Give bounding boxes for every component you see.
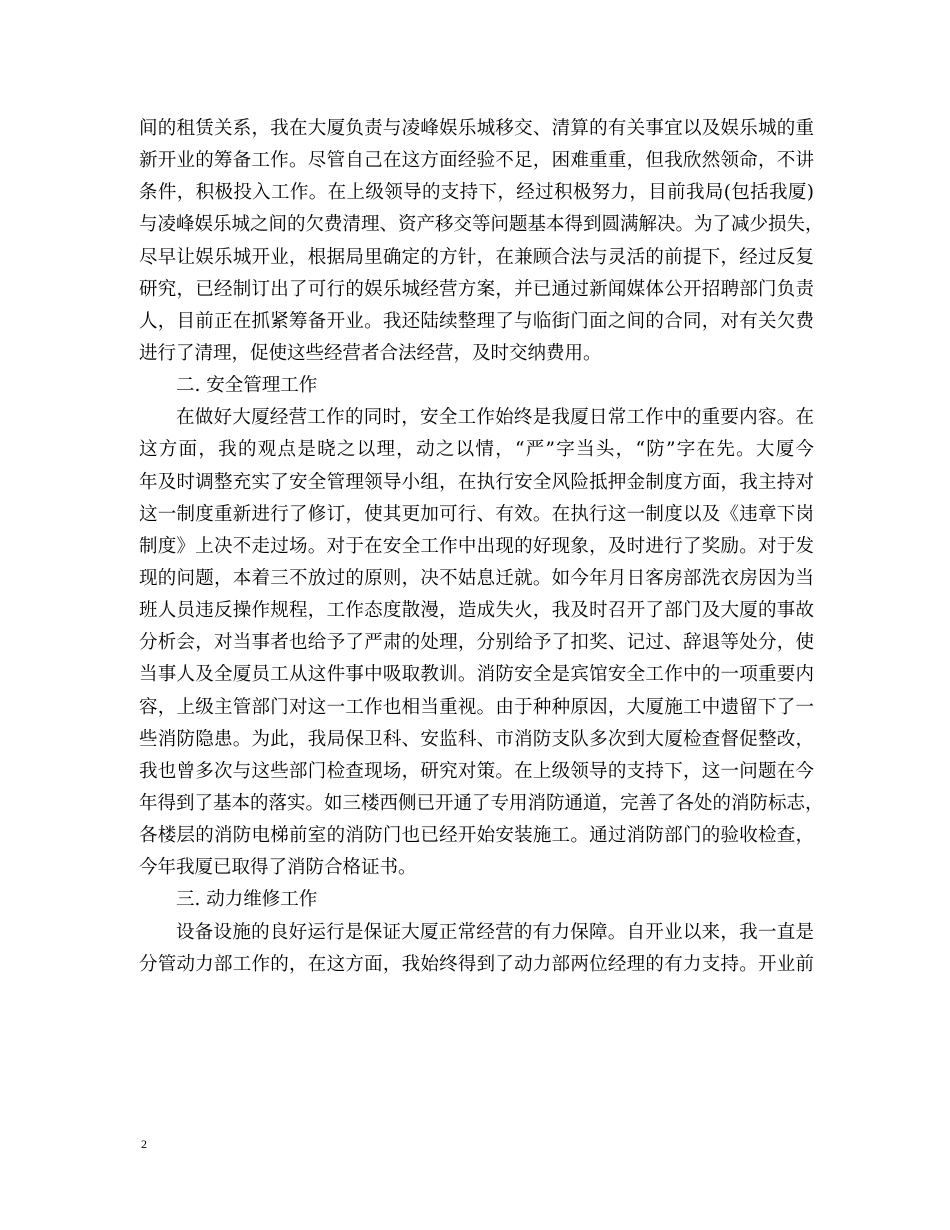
paragraph-line: 分析会，对当事者也给予了严肃的处理，分别给予了扣奖、记过、辞退等处分，使	[139, 632, 814, 654]
paragraph-line: 我也曾多次与这些部门检查现场，研究对策。在上级领导的支持下，这一问题在今	[139, 760, 814, 782]
paragraph-line: 人，目前正在抓紧筹备开业。我还陆续整理了与临街门面之间的合同，对有关欠费	[139, 310, 814, 332]
paragraph-line: 班人员违反操作规程，工作态度散漫，造成失火，我及时召开了部门及大厦的事故	[139, 600, 814, 622]
paragraph-line: 这方面，我的观点是晓之以理，动之以情，“严”字当头，“防”字在先。大厦今	[139, 439, 814, 461]
paragraph-line: 分管动力部工作的，在这方面，我始终得到了动力部两位经理的有力支持。开业前	[139, 953, 814, 975]
paragraph-line: 条件，积极投入工作。在上级领导的支持下，经过积极努力，目前我局(包括我厦)	[139, 182, 814, 204]
paragraph-line: 现的问题，本着三不放过的原则，决不姑息迁就。如今年月日客房部洗衣房因为当	[139, 567, 814, 589]
paragraph-line: 研究，已经制订出了可行的娱乐城经营方案，并已通过新闻媒体公开招聘部门负责	[139, 278, 814, 300]
paragraph-line: 些消防隐患。为此，我局保卫科、安监科、市消防支队多次到大厦检查督促整改，	[139, 728, 814, 750]
paragraph-line: 新开业的筹备工作。尽管自己在这方面经验不足，困难重重，但我欣然领命，不讲	[139, 150, 814, 172]
paragraph-line: 与凌峰娱乐城之间的欠费清理、资产移交等问题基本得到圆满解决。为了减少损失，	[139, 214, 824, 236]
paragraph-line: 间的租赁关系，我在大厦负责与凌峰娱乐城移交、清算的有关事宜以及娱乐城的重	[139, 118, 814, 139]
paragraph-line: 在做好大厦经营工作的同时，安全工作始终是我厦日常工作中的重要内容。在	[176, 407, 814, 429]
body-text	[139, 113, 824, 981]
paragraph-line: 这一制度重新进行了修订，使其更加可行、有效。在执行这一制度以及《违章下岗	[139, 503, 814, 525]
paragraph-line: 尽早让娱乐城开业，根据局里确定的方针，在兼顾合法与灵活的前提下，经过反复	[139, 246, 814, 268]
paragraph-line: 各楼层的消防电梯前室的消防门也已经开始安装施工。通过消防部门的验收检查，	[139, 825, 814, 847]
paragraph-line: 年及时调整充实了安全管理领导小组，在执行安全风险抵押金制度方面，我主持对	[139, 471, 814, 493]
paragraph-line: 设备设施的良好运行是保证大厦正常经营的有力保障。自开业以来，我一直是	[176, 921, 814, 943]
paragraph-line: 制度》上决不走过场。对于在安全工作中出现的好现象，及时进行了奖励。对于发	[139, 535, 814, 557]
section-heading: 三. 动力维修工作	[176, 889, 318, 911]
paragraph-line: 进行了清理，促使这些经营者合法经营，及时交纳费用。	[139, 342, 602, 364]
paragraph-line: 年得到了基本的落实。如三楼西侧已开通了专用消防通道，完善了各处的消防标志，	[139, 792, 824, 814]
paragraph-line: 当事人及全厦员工从这件事中吸取教训。消防安全是宾馆安全工作中的一项重要内	[139, 664, 814, 686]
page-number: 2	[141, 1137, 147, 1151]
paragraph-line: 今年我厦已取得了消防合格证书。	[139, 857, 417, 879]
section-heading: 二. 安全管理工作	[176, 375, 318, 397]
paragraph-line: 容，上级主管部门对这一工作也相当重视。由于种种原因，大厦施工中遗留下了一	[139, 696, 814, 718]
